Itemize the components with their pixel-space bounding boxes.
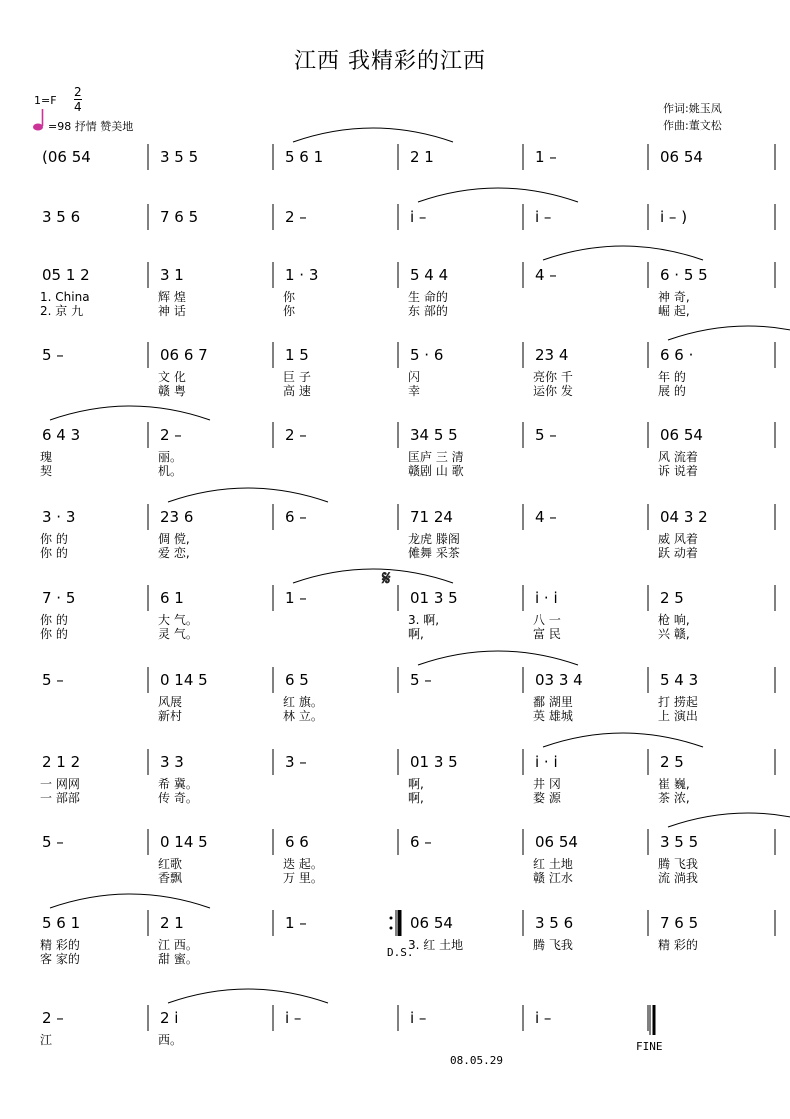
note-group: 06 54 [535,833,578,851]
lyric-verse-2: 诉 说着 [658,464,698,478]
note-group: i · i [535,589,558,607]
lyric-verse-1: 你 的 [40,532,68,546]
note-group: 3 5 6 [535,914,574,932]
note-group: 4 – [535,266,557,284]
lyric-verse-1: 希 冀。 [158,777,198,791]
note-group: 5 – [42,833,64,851]
lyric-verse-1: 精 彩的 [658,938,698,952]
note-group: 04 3 2 [660,508,708,526]
time-signature-top: 2 [74,85,82,99]
lyric-verse-2: 万 里。 [283,871,323,885]
slur-arc [543,733,703,747]
lyric-verse-1: 威 风着 [658,532,698,546]
lyric-verse-2: 幸 [408,384,421,398]
lyric-verse-2: 机。 [158,464,183,478]
slur-arc [543,246,703,260]
lyric-verse-1: 红 旗。 [283,695,323,709]
lyric-verse-1: 枪 响, [658,613,690,627]
lyric-verse-2: 你 的 [40,546,68,560]
tempo-marking: =98 抒情 赞美地 [48,120,134,133]
note-group: 3 – [285,753,307,771]
lyric-verse-1: 生 命的 [408,290,448,304]
date-stamp: 08.05.29 [450,1054,503,1067]
note-group: 5 4 4 [410,266,449,284]
lyric-verse-1: 打 捞起 [658,695,698,709]
note-group: 05 1 2 [42,266,90,284]
note-group: 4 – [535,508,557,526]
note-group: 2 1 2 [42,753,81,771]
key-signature: 1=F [34,94,57,107]
lyric-verse-2: 东 部的 [408,304,448,318]
lyric-verse-2: 2. 京 九 [40,304,84,318]
slur-arc [50,894,210,908]
note-group: 6 6 · [660,346,694,364]
note-group: 5 – [42,346,64,364]
lyric-verse-2: 高 速 [283,384,311,398]
note-group: 7 6 5 [160,208,199,226]
note-group: 06 6 7 [160,346,208,364]
lyric-verse-1: 八 一 [533,613,561,627]
slur-arc [293,569,453,583]
lyric-verse-2: 崛 起, [658,304,690,318]
song-title: 江西 我精彩的江西 [294,49,486,74]
lyric-verse-2: 客 家的 [40,952,80,966]
lyric-verse-2: 赣 粤 [158,384,186,398]
slur-arc [168,488,328,502]
lyric-verse-2: 传 奇。 [158,791,198,805]
lyric-verse-1: 腾 飞我 [533,938,573,952]
note-group: 2 5 [660,589,684,607]
lyric-verse-1: 匡庐 三 清 [408,450,464,464]
note-group: i – ) [660,208,688,226]
note-group: 3 5 5 [160,148,199,166]
lyric-verse-1: 丽。 [158,450,183,464]
lyric-verse-2: 展 的 [658,384,686,398]
note-group: 5 4 3 [660,671,699,689]
note-group: 2 – [160,426,182,444]
lyric-verse-1: 3. 啊, [408,613,440,627]
lyric-verse-1: 江 [40,1033,53,1047]
note-group: 06 54 [660,426,703,444]
lyric-verse-1: 大 气。 [158,613,198,627]
note-group: i – [410,1009,427,1027]
lyric-verse-2: 新村 [158,709,183,723]
lyric-verse-2: 赣剧 山 歌 [408,464,464,478]
note-group: 6 5 [285,671,309,689]
note-group: 01 3 5 [410,589,458,607]
note-group: 2 – [285,426,307,444]
note-group: 06 54 [660,148,703,166]
lyric-verse-2: 香飘 [158,871,183,885]
lyric-verse-2: 英 雄城 [533,709,573,723]
lyric-verse-1: 辉 煌 [158,290,186,304]
lyric-verse-2: 兴 赣, [658,627,690,641]
note-group: 23 4 [535,346,569,364]
lyric-verse-1: 巨 子 [283,370,311,384]
fine-marking: FINE [636,1040,663,1053]
note-group: (06 54 [42,148,91,166]
repeat-dot [390,917,393,920]
note-group: 6 1 [160,589,184,607]
note-group: 3 1 [160,266,184,284]
lyric-verse-2: 爱 恋, [158,546,190,560]
lyric-verse-2: 上 演出 [658,709,698,723]
lyric-verse-1: 年 的 [658,370,686,384]
time-signature-bottom: 4 [74,100,82,114]
note-group: 3 5 5 [660,833,699,851]
slur-arc [668,813,790,827]
lyric-verse-1: 江 西。 [158,938,198,952]
lyric-verse-2: 啊, [408,791,424,805]
note-group: 23 6 [160,508,194,526]
note-group: 1 – [535,148,557,166]
lyric-verse-2: 流 淌我 [658,871,698,885]
lyric-verse-1: 崔 巍, [658,777,690,791]
lyric-verse-1: 红 土地 [533,857,573,871]
lyric-verse-1: 啊, [408,777,424,791]
lyric-verse-2: 啊, [408,627,424,641]
lyric-verse-2: 富 民 [533,627,561,641]
slur-arc [668,326,790,340]
lyric-verse-1: 瑰 [40,450,53,464]
slur-arc [168,989,328,1003]
note-group: 71 24 [410,508,453,526]
note-group: 6 · 5 5 [660,266,708,284]
note-group: 0 14 5 [160,833,208,851]
note-group: 2 i [160,1009,179,1027]
note-group: 6 6 [285,833,309,851]
lyric-verse-2: 一 部部 [40,791,80,805]
lyric-verse-1: 闪 [408,370,421,384]
slur-arc [293,128,453,142]
lyric-verse-1: 倜 傥, [158,532,190,546]
lyric-verse-1: 亮你 千 [533,370,573,384]
note-group: i – [410,208,427,226]
lyric-verse-2: 契 [40,464,53,478]
note-group: 3 5 6 [42,208,81,226]
note-group: 06 54 [410,914,453,932]
note-group: 0 14 5 [160,671,208,689]
lyric-verse-2: 傩舞 采茶 [408,546,460,560]
note-group: 5 6 1 [42,914,81,932]
lyric-verse-1: 你 [283,290,296,304]
note-group: 2 1 [160,914,184,932]
lyric-verse-2: 婺 源 [533,791,561,805]
lyric-verse-1: 红歌 [158,857,183,871]
lyric-verse-2: 跃 动着 [658,546,698,560]
note-group: 1 · 3 [285,266,319,284]
note-group: 2 5 [660,753,684,771]
slur-arc [50,406,210,420]
note-group: 6 – [285,508,307,526]
note-group: 2 1 [410,148,434,166]
note-group: i – [535,1009,552,1027]
lyric-verse-1: 你 的 [40,613,68,627]
note-group: 5 – [42,671,64,689]
lyric-verse-2: 运你 发 [533,384,573,398]
lyric-verse-2: 灵 气。 [158,627,198,641]
note-group: 03 3 4 [535,671,583,689]
note-group: 2 – [42,1009,64,1027]
lyric-verse-1: 迭 起。 [283,857,323,871]
slur-arc [418,188,578,202]
lyric-verse-1: 1. China [40,290,90,304]
note-group: 1 5 [285,346,309,364]
note-group: i · i [535,753,558,771]
lyric-verse-1: 风展 [158,695,183,709]
lyric-verse-1: 神 奇, [658,290,690,304]
lyric-verse-1: 精 彩的 [40,938,80,952]
composer-credit: 作曲:董文松 [663,119,722,132]
lyric-verse-1: 西。 [158,1033,183,1047]
lyric-verse-2: 林 立。 [283,709,323,723]
lyric-verse-2: 你 [283,304,296,318]
note-group: 3 3 [160,753,184,771]
note-group: 6 – [410,833,432,851]
note-group: i – [535,208,552,226]
lyric-verse-1: 风 流着 [658,450,698,464]
ds-marking: D.S. [387,946,414,959]
lyric-verse-2: 甜 蜜。 [158,952,198,966]
lyric-verse-1: 鄱 湖里 [533,695,573,709]
lyric-verse-2: 茶 浓, [658,791,690,805]
lyric-verse-2: 神 话 [158,304,186,318]
lyric-verse-1: 井 冈 [533,777,561,791]
note-group: 5 6 1 [285,148,324,166]
note-group: 3 · 3 [42,508,76,526]
lyric-verse-1: 腾 飞我 [658,857,698,871]
slur-arc [418,651,578,665]
note-group: 1 – [285,914,307,932]
lyric-verse-2: 你 的 [40,627,68,641]
note-group: 5 – [535,426,557,444]
note-group: 7 · 5 [42,589,76,607]
lyricist-credit: 作词:姚玉凤 [663,102,722,115]
note-group: 6 4 3 [42,426,81,444]
lyric-verse-1: 龙虎 滕阁 [408,532,460,546]
note-group: 5 – [410,671,432,689]
lyric-verse-2: 赣 江水 [533,871,573,885]
repeat-dot [390,927,393,930]
note-group: 1 – [285,589,307,607]
lyric-verse-1: 3. 红 土地 [408,938,464,952]
note-group: 01 3 5 [410,753,458,771]
lyric-verse-1: 一 网网 [40,777,80,791]
note-group: 2 – [285,208,307,226]
note-group: i – [285,1009,302,1027]
lyric-verse-1: 文 化 [158,370,186,384]
note-group: 7 6 5 [660,914,699,932]
note-group: 5 · 6 [410,346,444,364]
note-group: 34 5 5 [410,426,458,444]
segno-icon: 𝄋 [382,566,391,590]
